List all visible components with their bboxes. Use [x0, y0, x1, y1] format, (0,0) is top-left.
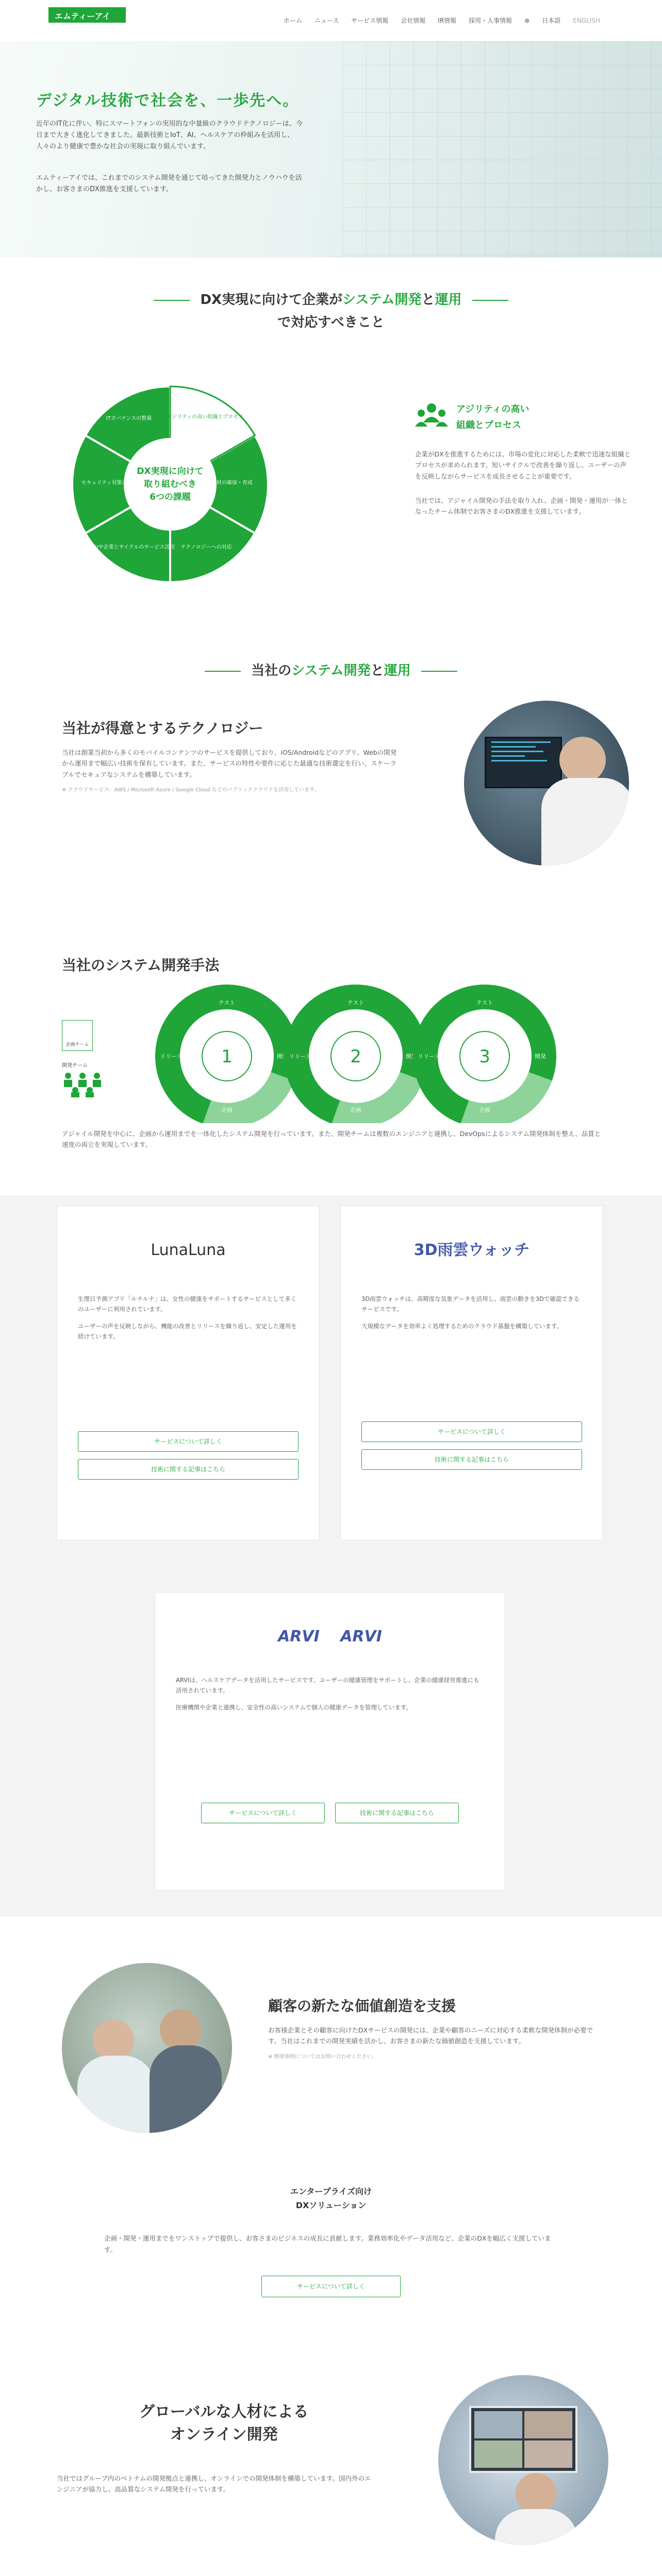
tech-title: 当社が得意とするテクノロジー: [62, 720, 263, 737]
value-body: お客様企業とその顧客に向けたDXサービスの開発には、企業や顧客のニーズに対応する柔軟な開発体制が必要です。当社はこれまでの開発実績を活かし、お客さまの新たな価値創造を支援しています。 ※ 開発事例についてはお問い合わせください。: [268, 2025, 598, 2061]
cycle-2-label-release: リリース: [289, 1053, 311, 1060]
global-dev-section: [0, 2339, 662, 2576]
dev-method-body: アジャイル開発を中心に、企画から運用までを一体化したシステム開発を行っています。また、開発チームは複数のエンジニアと連携し、DevOpsによるシステム開発体制を整え、品質と速度の両立を実現しています。: [62, 1130, 601, 1149]
dx-section: [0, 278, 662, 598]
arvi-paragraph-1: ARVIは、ヘルスケアデータを活用したサービスです。ユーザーの健康管理をサポートし、企業の健康経営推進にも活用されています。: [176, 1676, 479, 1694]
hero-title: デジタル技術で社会を、一歩先へ。: [36, 92, 300, 110]
wheel-center-line-3: 6つの課題: [150, 492, 191, 502]
cycle-1: [160, 997, 288, 1115]
enterprise-dx-service-button[interactable]: サービスについて詳しく: [261, 2276, 401, 2297]
amagumo-card: [340, 1206, 603, 1540]
lunaluna-card: [57, 1206, 320, 1540]
lunaluna-logo: LunaLuna: [151, 1241, 226, 1259]
cycle-2-label-plan: 企画: [350, 1107, 361, 1113]
wheel-center-line-1: DX実現に向けて: [137, 466, 204, 477]
cycle-3-label-test: テスト: [476, 999, 493, 1006]
nav-item-news[interactable]: ニュース: [314, 17, 339, 24]
global-title: グローバルな人材による オンライン開発: [139, 2403, 309, 2444]
lunaluna-service-button[interactable]: サービスについて詳しく: [78, 1431, 299, 1452]
cycle-1-label-dev: 開発: [277, 1053, 288, 1060]
dx-section-title: DX実現に向けて企業がシステム開発と運用 で対応すべきこと: [0, 289, 662, 334]
enterprise-dx-title: エンタープライズ向け DXソリューション: [290, 2187, 372, 2211]
cycle-number-2: 2: [350, 1046, 361, 1067]
value-title: 顧客の新たな価値創造を支援: [268, 1997, 456, 2014]
dx-agility-panel: [415, 402, 632, 530]
cycle-2-label-test: テスト: [347, 999, 365, 1006]
cycle-number-3: 3: [479, 1046, 490, 1067]
people-icon: [415, 402, 448, 430]
wheel-label-ai-service: AIや企業とサイクルのサービス活用: [93, 545, 175, 550]
amagumo-tech-articles-button[interactable]: 技術に関する記事はこちら: [361, 1449, 582, 1470]
tech-note: ※ クラウドサービス：AWS / Microsoft Azure / Google Cloud などのパブリッククラウドを活用しています。: [62, 787, 320, 793]
wheel-label-governance: ITガバナンスの整備: [106, 416, 152, 421]
cycle-2: [289, 997, 417, 1115]
online-meeting-photo: [438, 2375, 608, 2545]
title-decoration: [154, 300, 190, 301]
arvi-paragraph-2: 医療機関や企業と連携し、安全性の高いシステムで個人の健康データを管理しています。: [176, 1704, 412, 1711]
developer-photo: [464, 701, 629, 866]
wheel-label-security: セキュリティ対策の強化: [81, 480, 138, 486]
nav-item-ir[interactable]: IR情報: [438, 17, 457, 24]
arvi-logo-2: ARVI: [340, 1628, 382, 1646]
title-decoration: [205, 671, 241, 672]
lunaluna-paragraph-2: ユーザーの声を反映しながら、機能の改善とリリースを繰り返し、安定した運用を続けています。: [78, 1323, 297, 1340]
team-members-icon: [62, 1072, 103, 1097]
cycle-2-label-dev: 開発: [406, 1053, 417, 1060]
nav-item-services[interactable]: サービス情報: [351, 17, 389, 24]
cycle-3: [418, 997, 546, 1115]
dx-agility-title: アジリティの高い 組織とプロセス: [456, 404, 529, 431]
amagumo-service-button[interactable]: サービスについて詳しく: [361, 1421, 582, 1442]
dx-wheel-diagram: [67, 381, 273, 587]
title-decoration: [472, 300, 508, 301]
wheel-center-line-2: 取り組むべき: [144, 479, 196, 489]
arvi-tech-articles-button[interactable]: 技術に関する記事はこちら: [335, 1803, 459, 1823]
hero-paragraph-1: 近年のIT化に伴い、特にスマートフォンの実用的な中量級のクラウドテクノロジーは、今日まで大きく進化してきました。最新技術とIoT、AI、ヘルスケアの枠組みを活用し、人々のより健康で豊かな社会の実現に取り組んでいます。: [36, 120, 303, 151]
enterprise-dx-body: 企画・開発・運用までをワンストップで提供し、お客さまのビジネスの成長に貢献します。業務効率化やデータ活用など、企業のDXを幅広く支援しています。: [104, 2234, 551, 2253]
arvi-logo-1: ARVI: [278, 1628, 320, 1646]
enterprise-dx-block: [0, 2184, 662, 2297]
nav-item-recruit[interactable]: 採用・人事情報: [469, 17, 512, 24]
lang-japanese[interactable]: 日本語: [542, 17, 561, 24]
value-note: ※ 開発事例についてはお問い合わせください。: [268, 2054, 377, 2060]
system-section: [0, 659, 662, 948]
nav-item-home[interactable]: ホーム: [283, 17, 302, 24]
cycle-1-label-plan: 企画: [221, 1107, 233, 1113]
cycle-1-label-release: リリース: [160, 1053, 183, 1060]
cycle-number-1: 1: [221, 1046, 233, 1067]
product-cards-area: [0, 1195, 662, 1917]
code-screen-illustration: [485, 737, 562, 788]
cycle-3-label-plan: 企画: [479, 1107, 490, 1113]
team-diagram: [62, 1010, 150, 1113]
arvi-logos: [155, 1623, 505, 1650]
value-creation-section: [0, 1917, 662, 2406]
dev-team-label: 開発チーム: [62, 1063, 88, 1069]
hero-paragraph-2: エムティーアイでは、これまでのシステム開発を通じて培ってきた開発力とノウハウを活かし、お客さまのDX推進を支援しています。: [36, 174, 302, 194]
site-header: [0, 0, 662, 41]
cycle-3-label-release: リリース: [418, 1053, 440, 1060]
wheel-label-agility: アジリティの高い組織とプロセス: [167, 414, 244, 420]
hero: [0, 41, 662, 258]
cycle-1-label-test: テスト: [218, 999, 236, 1006]
lunaluna-paragraph-1: 生理日予測アプリ「ルナルナ」は、女性の健康をサポートするサービスとして多くのユーザーに利用されています。: [78, 1295, 297, 1313]
hero-background-grid: [342, 41, 662, 258]
meeting-photo: [62, 1963, 232, 2133]
dev-method-title: 当社のシステム開発手法: [62, 957, 220, 974]
title-decoration: [421, 671, 457, 672]
dev-method-section: [0, 953, 662, 1200]
lunaluna-tech-articles-button[interactable]: 技術に関する記事はこちら: [78, 1459, 299, 1480]
tech-body: 当社は創業当初から多くのモバイルコンテンツのサービスを提供しており、iOS/Androidなどのアプリ、Webの開発から運用まで幅広い技術を保有しています。また、サービスの特性や要件に応じた最適な技術選定を行い、スケーラブルでセキュアなシステムを構築しています。 ※ クラウドサービス：AWS / Microsoft Azure / Google Cloud などのパブリッククラウドを活用しています。: [62, 747, 397, 794]
main-nav: [284, 15, 600, 26]
lang-english[interactable]: ENGLISH: [573, 17, 600, 24]
amagumo-paragraph-1: 3D雨雲ウォッチは、高精度な気象データを活用し、雨雲の動きを3Dで確認できるサービスです。: [361, 1295, 580, 1313]
amagumo-paragraph-2: 大規模なデータを効率よく処理するためのクラウド基盤を構築しています。: [361, 1323, 563, 1330]
dx-agility-paragraph-1: 企業がDXを推進するためには、市場の変化に対応した柔軟で迅速な組織とプロセスが求められます。短いサイクルで改善を繰り返し、ユーザーの声を反映しながらサービスを成長させることが重要です。: [415, 450, 631, 480]
global-body: 当社ではグループ内のベトナムの開発拠点と連携し、オンラインでの開発体制を構築しています。国内外のエンジニアが協力し、高品質なシステム開発を行っています。: [57, 2475, 371, 2494]
nav-item-company[interactable]: 会社情報: [401, 17, 426, 24]
dx-agility-paragraph-2: 当社では、アジャイル開発の手法を取り入れ、企画・開発・運用が一体となったチーム体制でお客さまのDX推進を支援しています。: [415, 496, 628, 516]
dev-cycle-diagram: [155, 984, 557, 1123]
site-logo[interactable]: エムティーアイ: [48, 7, 126, 23]
planning-team-box: 企画チーム: [62, 1020, 93, 1051]
arvi-card: [155, 1592, 505, 1891]
globe-icon: ⊕: [524, 17, 530, 24]
cycle-3-label-dev: 開発: [535, 1053, 546, 1060]
wheel-label-technology: テクノロジーへの対応: [180, 545, 232, 550]
wheel-label-talent: 人材の確保・育成: [211, 480, 253, 486]
amagumo-logo: 3D雨雲ウォッチ: [413, 1241, 530, 1259]
arvi-service-button[interactable]: サービスについて詳しく: [201, 1803, 325, 1823]
system-section-title: 当社のシステム開発と運用: [0, 659, 662, 682]
